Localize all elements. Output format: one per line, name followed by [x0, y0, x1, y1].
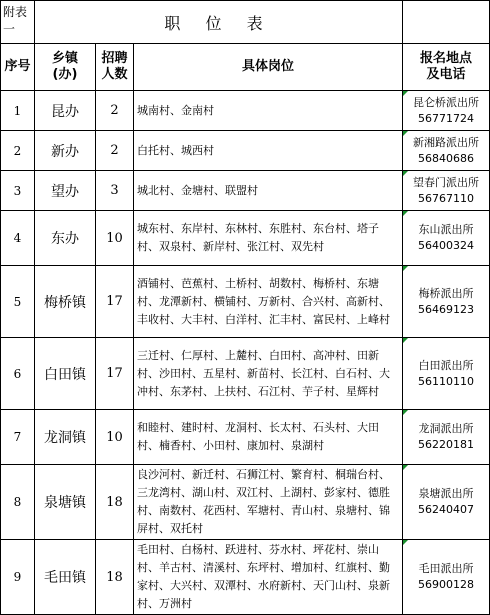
comment-marker-icon — [403, 540, 408, 545]
row-posts: 三迁村、仁厚村、上麓村、白田村、高冲村、田新村、沙田村、五星村、新苗村、长江村、白石村、大冲村、东茅村、上扶村、石江村、芋子村、星辉村 — [134, 338, 403, 410]
row-town: 东办 — [35, 211, 96, 266]
row-count: 10 — [96, 410, 134, 465]
row-town: 梅桥镇 — [35, 266, 96, 338]
header-station-line2: 及电话 — [426, 67, 466, 82]
header-row — [1, 44, 490, 91]
row-posts: 酒铺村、芭蕉村、土桥村、胡数村、梅桥村、东塘村、龙潭新村、横铺村、万新村、合兴村、高新村、丰收村、大丰村、白洋村、汇丰村、富民村、上峰村 — [134, 266, 403, 338]
row-count: 17 — [96, 338, 134, 410]
row-count: 17 — [96, 266, 134, 338]
row-town: 昆办 — [35, 91, 96, 131]
sheet-title: 职 位 表 — [35, 1, 403, 44]
header-town-line2: (办) — [52, 67, 78, 82]
row-station-name: 东山派出所 — [418, 223, 474, 236]
row-posts: 城北村、金塘村、联盟村 — [134, 171, 403, 211]
row-station-name: 新湘路派出所 — [413, 135, 480, 149]
row-posts: 良沙河村、新迁村、石狮江村、繁育村、桐瑞台村、三龙湾村、湖山村、双江村、上湖村、彭家村、德胜村、南数村、花西村、军塘村、青山村、泉塘村、锦屏村、双托村 — [134, 465, 403, 540]
row-station-phone: 56220181 — [418, 438, 475, 451]
row-count: 2 — [96, 131, 134, 171]
row-station — [403, 465, 490, 540]
comment-marker-icon — [403, 465, 408, 470]
row-no: 3 — [1, 171, 35, 211]
row-count: 10 — [96, 211, 134, 266]
row-no: 8 — [1, 465, 35, 540]
comment-marker-icon — [403, 171, 408, 176]
row-town: 新办 — [35, 131, 96, 171]
row-count: 18 — [96, 540, 134, 615]
header-posts: 具体岗位 — [134, 44, 403, 91]
annex-label: 附表一 — [1, 1, 35, 44]
row-station — [403, 540, 490, 615]
table-row — [1, 338, 490, 410]
row-posts: 和睦村、建时村、龙洞村、长太村、石头村、大田村、楠香村、小田村、康加村、泉湖村 — [134, 410, 403, 465]
row-station-name: 毛田派出所 — [418, 562, 474, 575]
row-no: 7 — [1, 410, 35, 465]
header-no: 序号 — [1, 44, 35, 91]
row-town: 毛田镇 — [35, 540, 96, 615]
title-row — [1, 1, 490, 44]
row-count: 3 — [96, 171, 134, 211]
header-count-line2: 人数 — [101, 67, 128, 82]
row-station-phone: 56240407 — [418, 503, 475, 516]
row-posts: 白托村、城西村 — [134, 131, 403, 171]
comment-marker-icon — [403, 91, 408, 96]
row-no: 1 — [1, 91, 35, 131]
table-row — [1, 131, 490, 171]
row-station — [403, 171, 490, 211]
row-station-name: 泉塘派出所 — [418, 487, 474, 500]
row-station — [403, 338, 490, 410]
row-no: 9 — [1, 540, 35, 615]
row-station-phone: 56771724 — [418, 111, 475, 125]
header-count — [96, 44, 134, 91]
row-station-name: 昆仑桥派出所 — [413, 95, 480, 109]
row-town: 望办 — [35, 171, 96, 211]
table-row — [1, 266, 490, 338]
header-station-line1: 报名地点 — [420, 51, 473, 66]
comment-marker-icon — [403, 338, 408, 343]
comment-marker-icon — [403, 410, 408, 415]
header-count-line1: 招聘 — [101, 51, 128, 66]
row-town: 白田镇 — [35, 338, 96, 410]
table-row — [1, 171, 490, 211]
row-station-phone: 56400324 — [418, 239, 475, 252]
row-posts: 城南村、金南村 — [134, 91, 403, 131]
comment-marker-icon — [403, 211, 408, 216]
row-town: 泉塘镇 — [35, 465, 96, 540]
header-town-line1: 乡镇 — [51, 51, 78, 66]
table-row — [1, 410, 490, 465]
row-station-phone: 56469123 — [418, 302, 475, 316]
table-row — [1, 91, 490, 131]
row-no: 2 — [1, 131, 35, 171]
row-station-phone: 56110110 — [418, 374, 475, 388]
row-station — [403, 266, 490, 338]
row-posts: 城东村、东岸村、东林村、东胜村、东台村、塔子村、双泉村、新岸村、张江村、双先村 — [134, 211, 403, 266]
row-station-name: 梅桥派出所 — [418, 286, 474, 300]
table-row — [1, 465, 490, 540]
header-town — [35, 44, 96, 91]
comment-marker-icon — [403, 266, 408, 271]
row-no: 6 — [1, 338, 35, 410]
row-posts: 毛田村、白杨村、跃进村、芬水村、坪花村、崇山村、羊古村、清溪村、东坪村、增加村、红旗村、勤家村、大兴村、双潭村、水府新村、天门山村、泉新村、万洲村 — [134, 540, 403, 615]
table-row — [1, 540, 490, 615]
table-row — [1, 211, 490, 266]
row-station-phone: 56840686 — [418, 151, 475, 165]
row-town: 龙洞镇 — [35, 410, 96, 465]
row-station — [403, 410, 490, 465]
row-station — [403, 211, 490, 266]
row-count: 2 — [96, 91, 134, 131]
row-station-name: 龙洞派出所 — [418, 422, 474, 435]
row-count: 18 — [96, 465, 134, 540]
row-station-name: 白田派出所 — [418, 358, 474, 372]
comment-marker-icon — [403, 131, 408, 136]
title-row-blank — [403, 1, 490, 44]
row-no: 4 — [1, 211, 35, 266]
header-station — [403, 44, 490, 91]
row-station-phone: 56767110 — [418, 191, 475, 205]
row-station-name: 望春门派出所 — [413, 175, 480, 189]
row-no: 5 — [1, 266, 35, 338]
row-station-phone: 56900128 — [418, 578, 475, 591]
row-station — [403, 91, 490, 131]
row-station — [403, 131, 490, 171]
